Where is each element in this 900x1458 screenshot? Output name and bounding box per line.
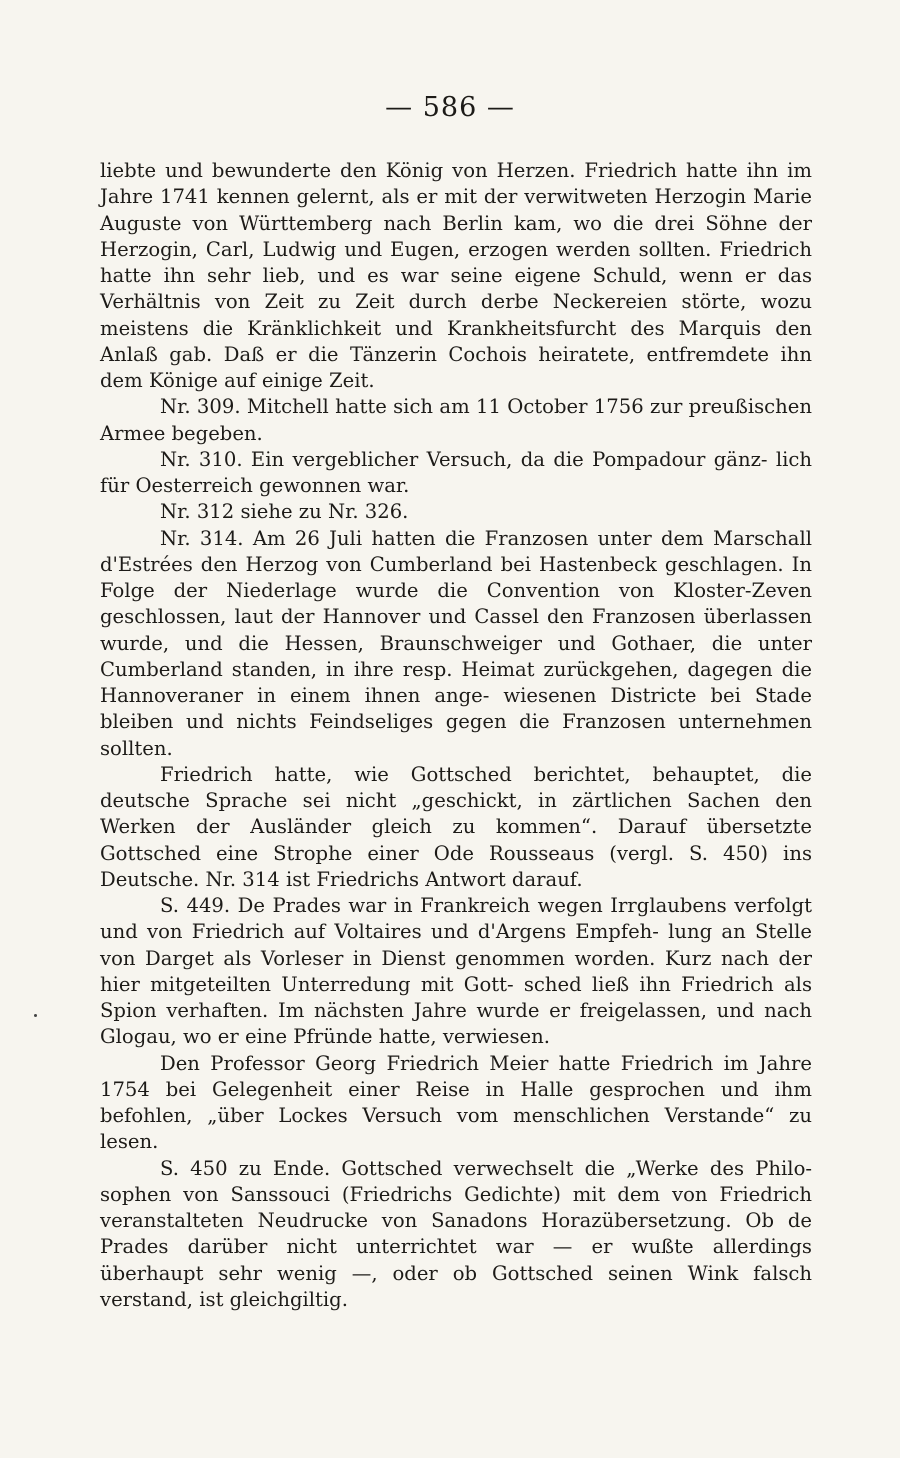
paragraph-s-450: S. 450 zu Ende. Gottsched verwechselt die „Werke des Philo- sophen von Sanssouci (Friedrichs Gedichte) mit dem von Friedrich veranstalteten Neudrucke von Sanadons Horazübersetzung. Ob de Prades darüber nicht unterrichtet war — er wußte allerdings überhaupt sehr wenig —, oder ob Gottsched seinen Wink falsch verstand, ist gleichgiltig.: [100, 1156, 812, 1311]
paragraph-meier: Den Professor Georg Friedrich Meier hatte Friedrich im Jahre 1754 bei Gelegenheit einer Reise in Halle gesprochen und ihm befohlen, „über Lockes Versuch vom menschlichen Verstande“ zu lesen.: [100, 1051, 812, 1154]
paragraph-s-449: S. 449. De Prades war in Frankreich wegen Irrglaubens verfolgt und von Friedrich auf Voltaires und d'Argens Empfeh- lung an Stelle von Darget als Vorleser in Dienst genommen worden. Kurz nach der hier mitgeteilten Unterredung mit Gott- sched ließ ihn Friedrich als Spion verhaften. Im nächsten Jahre wurde er freigelassen, und nach Glogau, wo er eine Pfründe hatte, verwiesen.: [100, 894, 812, 1049]
paragraph-continuation: liebte und bewunderte den König von Herzen. Friedrich hatte ihn im Jahre 1741 kennen gelernt, als er mit der verwitweten Herzogin Marie Auguste von Württemberg nach Berlin kam, wo die drei Söhne der Herzogin, Carl, Ludwig und Eugen, erzogen werden sollten. Friedrich hatte ihn sehr lieb, und es war seine eigene Schuld, wenn er das Verhältnis von Zeit zu Zeit durch derbe Neckereien störte, wozu meistens die Kränklichkeit und Krankheitsfurcht des Marquis den Anlaß gab. Daß er die Tänzerin Cochois heiratete, entfremdete ihn dem Könige auf einige Zeit.: [100, 159, 812, 392]
paragraph-nr-309: Nr. 309. Mitchell hatte sich am 11 October 1756 zur preußischen Armee begeben.: [100, 395, 812, 445]
page-number: — 586 —: [385, 92, 515, 123]
paragraph-nr-314: Nr. 314. Am 26 Juli hatten die Franzosen unter dem Marschall d'Estrées den Herzog von Cumberland bei Hastenbeck geschlagen. In Folge der Niederlage wurde die Convention von Kloster-Zeven geschlossen, laut der Hannover und Cassel den Franzosen überlassen wurde, und die Hessen, Braunschweiger und Gothaer, die unter Cumberland standen, in ihre resp. Heimat zurückgehen, dagegen die Hannoveraner in einem ihnen ange- wiesenen Districte bei Stade bleiben und nichts Feindseliges gegen die Franzosen unternehmen sollten.: [100, 526, 812, 760]
body-text: [100, 158, 812, 1313]
paragraph-nr-312: Nr. 312 siehe zu Nr. 326.: [160, 500, 409, 524]
paragraph-nr-310: Nr. 310. Ein vergeblicher Versuch, da die Pompadour gänz- lich für Oesterreich gewonnen war.: [100, 447, 812, 497]
paper-speck: [34, 1014, 37, 1017]
paragraph-friedrich-sprache: Friedrich hatte, wie Gottsched berichtet, behauptet, die deutsche Sprache sei nicht „geschickt, in zärtlichen Sachen den Werken der Ausländer gleich zu kommen“. Darauf übersetzte Gottsched eine Strophe einer Ode Rousseaus (vergl. S. 450) ins Deutsche. Nr. 314 ist Friedrichs Antwort darauf.: [100, 762, 812, 891]
